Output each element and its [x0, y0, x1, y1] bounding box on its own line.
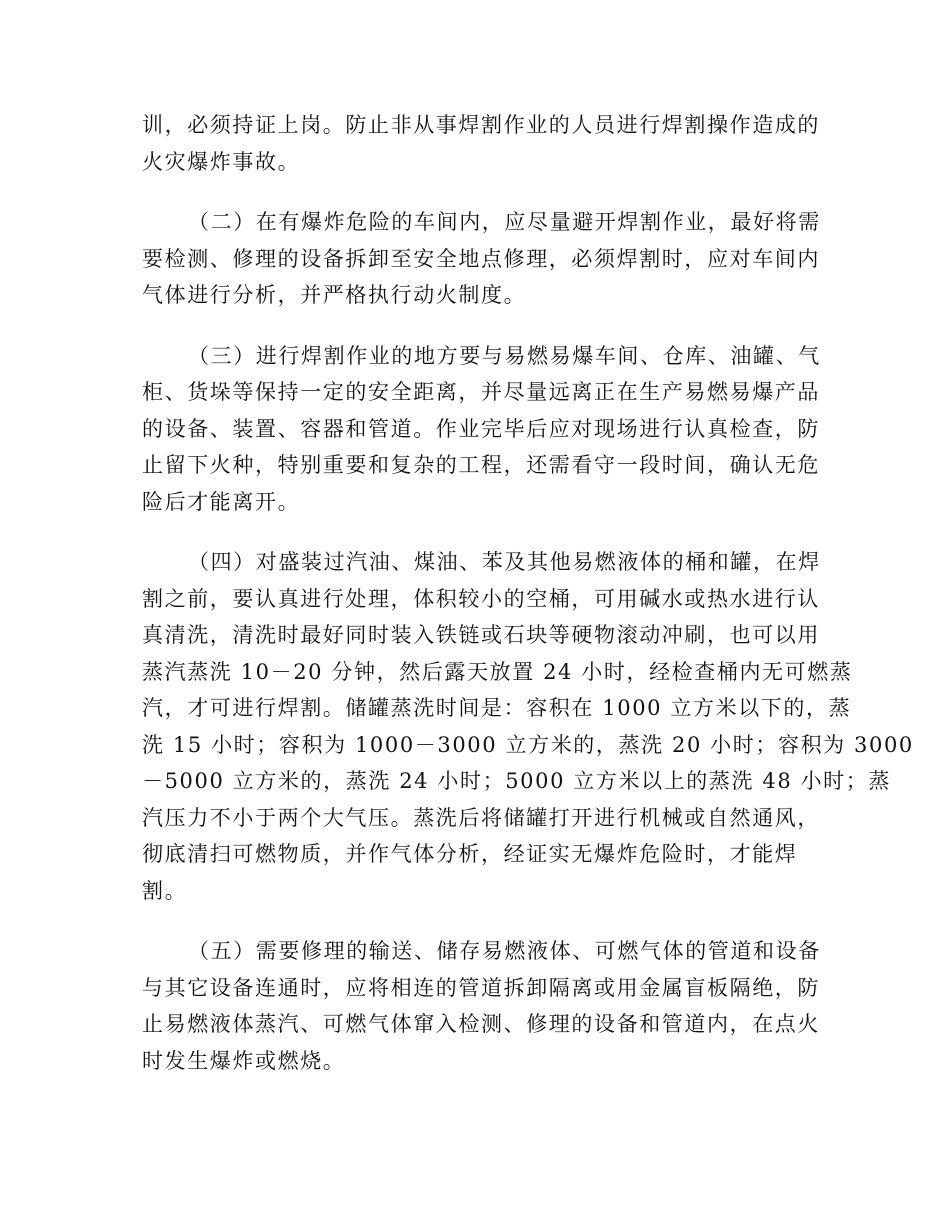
text-line: 火灾爆炸事故。	[142, 149, 301, 174]
text-line: 气体进行分析，并严格执行动火制度。	[142, 283, 527, 307]
paragraph-1	[142, 107, 820, 180]
text-line: 割之前，要认真进行处理，体积较小的空桶，可用碱水或热水进行认	[142, 586, 820, 611]
text-line: －5000 立方米的，蒸洗 24 小时；5000 立方米以上的蒸洗 48 小时；蒸	[142, 769, 891, 793]
text-line: 真清洗，清洗时最好同时装入铁链或石块等硬物滚动冲刷，也可以用	[142, 623, 820, 647]
text-line: （三）进行焊割作业的地方要与易燃易爆车间、仓库、油罐、气	[188, 343, 821, 368]
text-line: 止留下火种，特别重要和复杂的工程，还需看守一段时间，确认无危	[142, 453, 820, 477]
text-line: 洗 15 小时；容积为 1000－3000 立方米的，蒸洗 20 小时；容积为 3000	[142, 732, 914, 757]
paragraph-2	[142, 204, 821, 314]
paragraph-5	[142, 933, 821, 1079]
text-line: 止易燃液体蒸汽、可燃气体窜入检测、修理的设备和管道内，在点火	[142, 1012, 820, 1036]
text-line: 割。	[142, 878, 188, 903]
text-line: 汽压力不小于两个大气压。蒸洗后将储罐打开进行机械或自然通风，	[142, 805, 820, 830]
text-line: 训，必须持证上岗。防止非从事焊割作业的人员进行焊割操作造成的	[142, 113, 820, 137]
text-line: 柜、货垛等保持一定的安全距离，并尽量远离正在生产易燃易爆产品	[142, 380, 820, 404]
text-line: （五）需要修理的输送、储存易燃液体、可燃气体的管道和设备	[188, 939, 821, 963]
text-line: 时发生爆炸或燃烧。	[142, 1048, 346, 1073]
text-line: 要检测、修理的设备拆卸至安全地点修理，必须焊割时，应对车间内	[142, 246, 820, 271]
paragraph-4	[142, 544, 914, 909]
text-line: 蒸汽蒸洗 10－20 分钟，然后露天放置 24 小时，经检查桶内无可燃蒸	[142, 659, 853, 684]
text-line: 汽，才可进行焊割。储罐蒸洗时间是：容积在 1000 立方米以下的，蒸	[142, 696, 852, 720]
text-line: 的设备、装置、容器和管道。作业完毕后应对现场进行认真检查，防	[142, 416, 820, 441]
paragraph-3	[142, 338, 821, 521]
text-line: 险后才能离开。	[142, 489, 301, 514]
text-line: 与其它设备连通时，应将相连的管道拆卸隔离或用金属盲板隔绝，防	[142, 975, 820, 1000]
document-body	[142, 107, 914, 1103]
text-line: （二）在有爆炸危险的车间内，应尽量避开焊割作业，最好将需	[188, 210, 821, 234]
text-line: （四）对盛装过汽油、煤油、苯及其他易燃液体的桶和罐，在焊	[188, 550, 821, 574]
text-line: 彻底清扫可燃物质，并作气体分析，经证实无爆炸危险时，才能焊	[142, 842, 798, 866]
